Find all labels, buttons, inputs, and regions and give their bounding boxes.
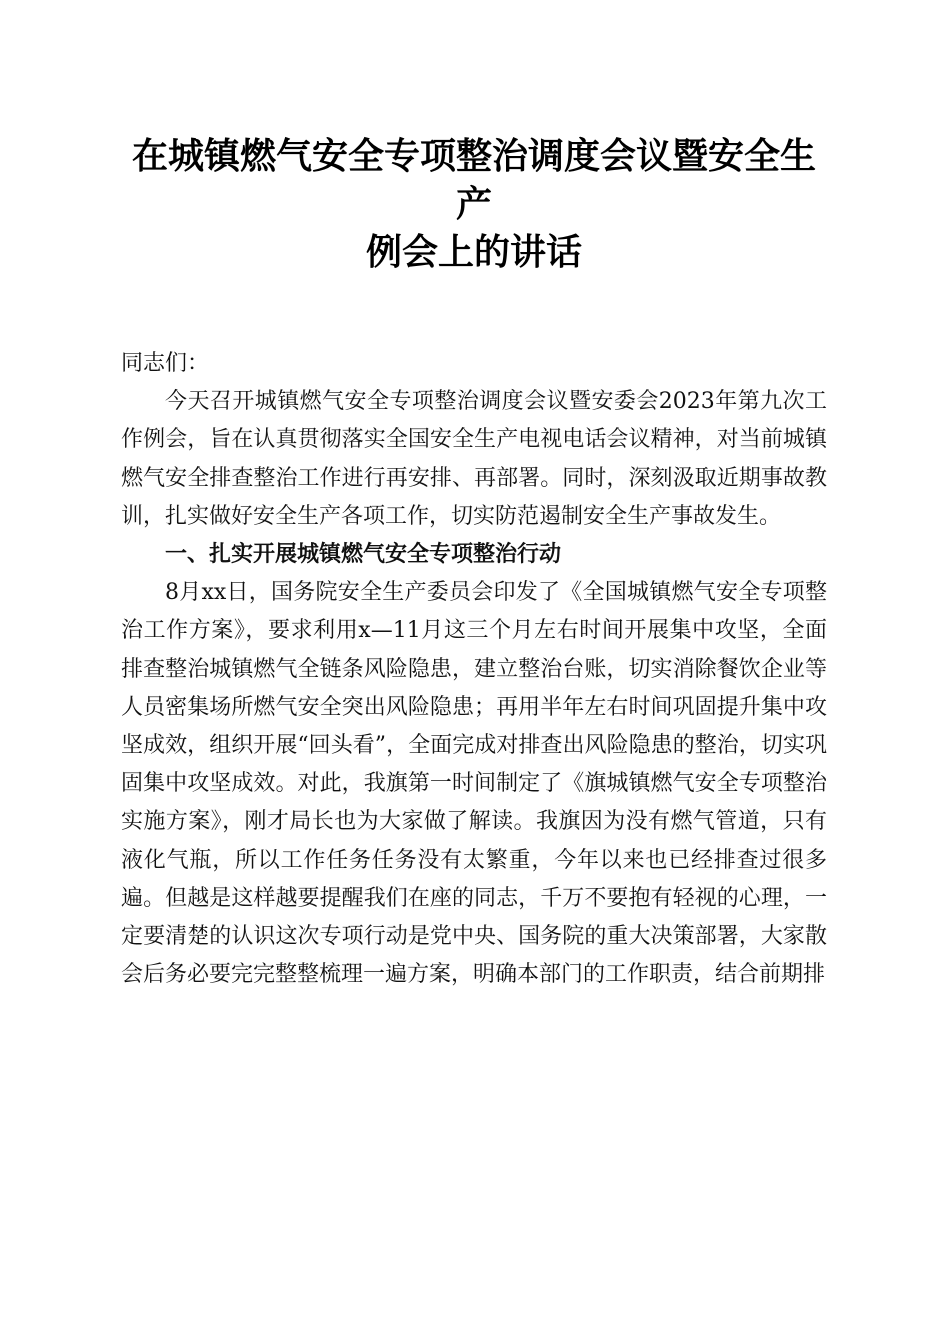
paragraph-intro: 今天召开城镇燃气安全专项整治调度会议暨安委会2023年第九次工作例会，旨在认真贯彻落实全国安全生产电视电话会议精神，对当前城镇燃气安全排查整治工作进行再安排、再部署。同时，深刻汲取近期事故教训，扎实做好安全生产各项工作，切实防范遏制安全生产事故发生。	[121, 389, 827, 529]
title-line-1: 在城镇燃气安全专项整治调度会议暨安全生产	[131, 135, 816, 225]
document-page	[121, 132, 827, 994]
section-heading-1: 一、扎实开展城镇燃气安全专项整治行动	[165, 542, 562, 568]
document-title	[121, 132, 827, 276]
paragraph-section-1: 8月xx日，国务院安全生产委员会印发了《全国城镇燃气安全专项整治工作方案》，要求利用x—11月这三个月左右时间开展集中攻坚，全面排查整治城镇燃气全链条风险隐患，建立整治台账，切实消除餐饮企业等人员密集场所燃气安全突出风险隐患；再用半年左右时间巩固提升集中攻坚成效，组织开展“回头看”，全面完成对排查出风险隐患的整治，切实巩固集中攻坚成效。对此，我旗第一时间制定了《旗城镇燃气安全专项整治实施方案》，刚才局长也为大家做了解读。我旗因为没有燃气管道，只有液化气瓶，所以工作任务任务没有太繁重，今年以来也已经排查过很多遍。但越是这样越要提醒我们在座的同志，千万不要抱有轻视的心理，一定要清楚的认识这次专项行动是党中央、国务院的重大决策部署，大家散会后务必要完完整整梳理一遍方案，明确本部门的工作职责，结合前期排	[121, 580, 827, 988]
salutation: 同志们：	[121, 351, 210, 376]
title-line-2: 例会上的讲话	[365, 231, 582, 273]
